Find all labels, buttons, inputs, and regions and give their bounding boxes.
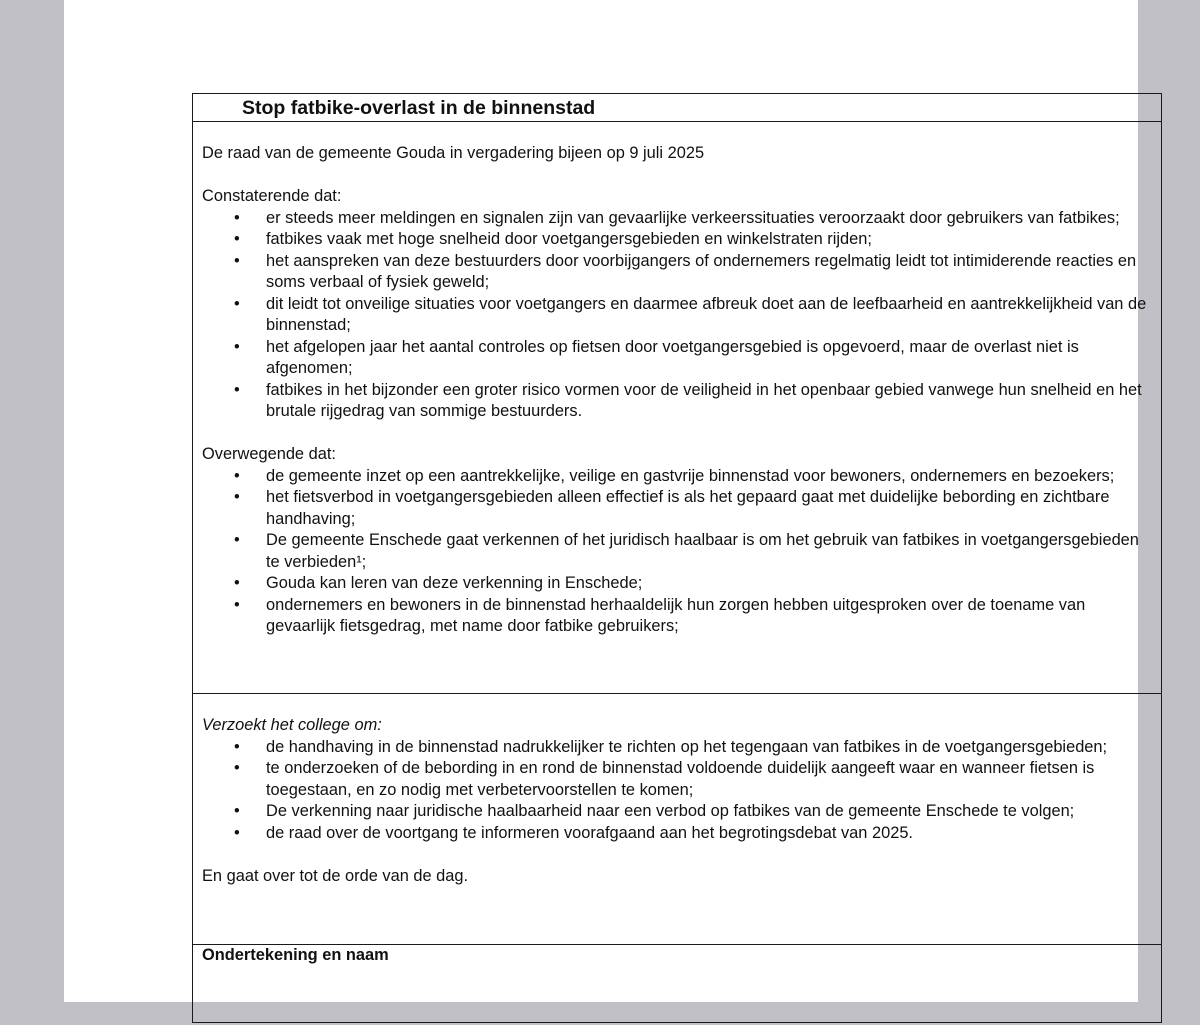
list-item xyxy=(202,758,1151,801)
intro-text: De raad van de gemeente Gouda in vergadering bijeen op 9 juli 2025 xyxy=(202,144,705,162)
title-row xyxy=(193,94,1161,122)
list-item-text: fatbikes vaak met hoge snelheid door voetgangersgebieden en winkelstraten rijden; xyxy=(266,230,872,248)
list-item-text: er steeds meer meldingen en signalen zijn van gevaarlijke verkeerssituaties veroorzaakt door gebruikers van fatbikes; xyxy=(266,208,1120,227)
bullet-icon: • xyxy=(234,488,240,506)
bullet-icon: • xyxy=(234,759,240,777)
constaterende-heading: Constaterende dat: xyxy=(202,187,342,205)
list-item xyxy=(202,530,1151,573)
list-item-text: Gouda kan leren van deze verkenning in Enschede; xyxy=(266,574,643,592)
bullet-icon: • xyxy=(234,251,240,270)
list-item xyxy=(202,251,1151,294)
list-item-text: de handhaving in de binnenstad nadrukkelijker te richten op het tegengaan van fatbikes in de voetgangersgebieden; xyxy=(266,737,1108,756)
list-item xyxy=(202,487,1151,530)
overwegende-heading: Overwegende dat: xyxy=(202,445,336,463)
list-item xyxy=(202,801,1151,823)
signature-row xyxy=(193,945,1161,1025)
verzoekt-list xyxy=(202,737,1151,845)
closing-text: En gaat over tot de orde van de dag. xyxy=(202,866,469,885)
list-item-text: de raad over de voortgang te informeren voorafgaand aan het begrotingsdebat van 2025. xyxy=(266,823,913,842)
list-item-text: De gemeente Enschede gaat verkennen of het juridisch haalbaar is om het gebruik van fatbikes in voetgangersgebieden te verbieden¹; xyxy=(266,531,1139,571)
list-item xyxy=(202,573,1151,595)
list-item xyxy=(202,595,1151,638)
bullet-icon: • xyxy=(234,466,240,485)
bullet-icon: • xyxy=(234,380,240,399)
list-item xyxy=(202,380,1151,423)
document-page xyxy=(64,0,1147,1002)
considerations-row xyxy=(193,121,1161,694)
list-item-text: te onderzoeken of de bebording in en rond de binnenstad voldoende duidelijk aangeeft waar en wanneer fietsen is toegestaan, en zo nodig met verbetervoorstellen te komen; xyxy=(266,759,1095,799)
list-item-text: ondernemers en bewoners in de binnenstad herhaaldelijk hun zorgen hebben uitgesproken over de toename van gevaarlijk fietsgedrag, met name door fatbike gebruikers; xyxy=(266,595,1086,635)
list-item-text: dit leidt tot onveilige situaties voor voetgangers en daarmee afbreuk doet aan de leefbaarheid en aantrekkelijkheid van de binnenstad; xyxy=(266,294,1147,334)
bullet-icon: • xyxy=(234,208,240,227)
considerations-content xyxy=(202,143,1151,638)
list-item xyxy=(202,208,1151,230)
list-item-text: fatbikes in het bijzonder een groter risico vormen voor de veiligheid in het openbaar gebied vanwege hun snelheid en het brutale rijgedrag van sommige bestuurders. xyxy=(266,380,1142,420)
bullet-icon: • xyxy=(234,337,240,356)
page-title: Stop fatbike-overlast in de binnenstad xyxy=(242,97,596,119)
list-item xyxy=(202,229,1151,251)
list-item-text: het fietsverbod in voetgangersgebieden alleen effectief is als het gepaard gaat met duidelijke bebording en zichtbare handhaving; xyxy=(266,488,1110,528)
list-item-text: het afgelopen jaar het aantal controles op fietsen door voetgangersgebied is opgevoerd, maar de overlast niet is afgenomen; xyxy=(266,337,1079,377)
list-item-text: De verkenning naar juridische haalbaarheid naar een verbod op fatbikes van de gemeente Enschede te volgen; xyxy=(266,802,1075,820)
bullet-icon: • xyxy=(234,531,240,549)
bullet-icon: • xyxy=(234,823,240,842)
signature-label: Ondertekening en naam xyxy=(202,946,389,964)
bullet-icon: • xyxy=(234,574,240,592)
verzoekt-heading: Verzoekt het college om: xyxy=(202,716,382,734)
list-item-text: het aanspreken van deze bestuurders door voorbijgangers of ondernemers regelmatig leidt tot intimiderende reacties en soms verbaal of fysiek geweld; xyxy=(266,251,1137,291)
list-item-text: de gemeente inzet op een aantrekkelijke, veilige en gastvrije binnenstad voor bewoners, ondernemers en bezoekers; xyxy=(266,466,1115,485)
list-item xyxy=(202,823,1151,845)
bullet-icon: • xyxy=(234,595,240,614)
bullet-icon: • xyxy=(234,230,240,248)
bullet-icon: • xyxy=(234,737,240,756)
list-item xyxy=(202,466,1151,488)
signature-content xyxy=(202,945,1151,967)
overwegende-list xyxy=(202,466,1151,638)
motion-table xyxy=(192,93,1162,1023)
list-item xyxy=(202,337,1151,380)
constaterende-list xyxy=(202,208,1151,423)
request-content xyxy=(202,715,1151,887)
list-item xyxy=(202,737,1151,759)
bullet-icon: • xyxy=(234,294,240,313)
list-item xyxy=(202,294,1151,337)
bullet-icon: • xyxy=(234,802,240,820)
request-row xyxy=(193,694,1161,945)
